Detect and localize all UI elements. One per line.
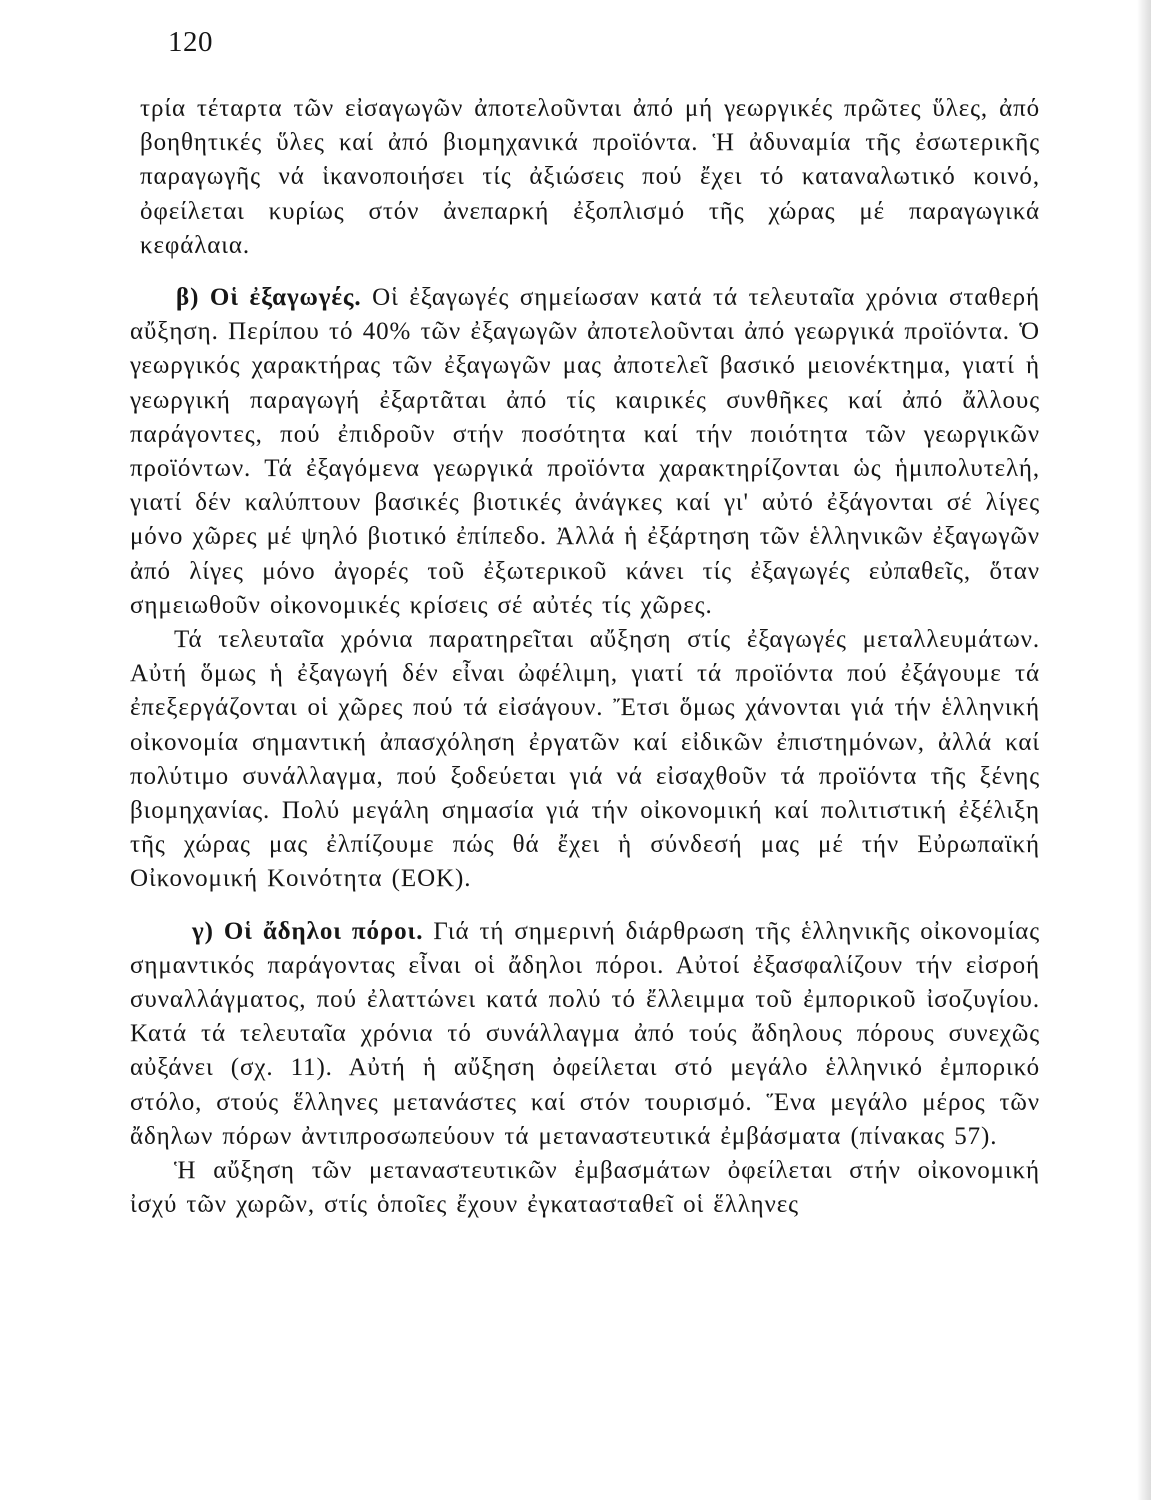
paragraph-text: Τά τελευταῖα χρόνια παρατηρεῖται αὔξηση στίς ἐξαγωγές μεταλλευμάτων. Αὐτή ὅμως ἡ ἐξαγωγή δέν εἶναι ὠφέλιμη, γιατί τά προϊόντα πού ἐξάγουμε τά ἐπεξεργάζονται οἱ χῶρες πού τά εἰσάγουν. Ἔτσι ὅμως χάνονται γιά τήν ἑλληνική οἰκονομία σημαντική ἀπασχόληση ἐργατῶν καί εἰδικῶν ἐπιστημόνων, ἀλλά καί πολύτιμο συνάλλαγμα, πού ξοδεύεται γιά νά εἰσαχθοῦν τά προϊόντα τῆς ξένης βιομηχανίας. Πολύ μεγάλη σημασία γιά τήν οἰκονομική καί πολιτιστική ἐξέλιξη τῆς χώρας μας ἐλπίζουμε πώς θά ἔχει ἡ σύνδεσή μας μέ τήν Εὐρωπαϊκή Οἰκονομική Κοινότητα (ΕΟΚ). <box>130 626 1040 893</box>
paragraph-text: Οἱ ἐξαγωγές σημείωσαν κατά τά τελευταῖα χρόνια σταθερή αὔξηση. Περίπου τό 40% τῶν ἐξαγωγῶν ἀποτελοῦνται ἀπό γεωργικά προϊόντα. Ὁ γεωργικός χαρακτήρας τῶν ἐξαγωγῶν μας ἀποτελεῖ βασικό μειονέκτημα, γιατί ἡ γεωργική παραγωγή ἐξαρτᾶται ἀπό τίς καιρικές συνθῆκες καί ἀπό ἄλλους παράγοντες, πού ἐπιδροῦν στήν ποσότητα καί τήν ποιότητα τῶν γεωργικῶν προϊόντων. Τά ἐξαγόμενα γεωργικά προϊόντα χαρακτηρίζονται ὡς ἡμιπολυτελή, γιατί δέν καλύπτουν βασικές βιοτικές ἀνάγκες καί γι' αὐτό ἐξάγονται σέ λίγες μόνο χῶρες μέ ψηλό βιοτικό ἐπίπεδο. Ἀλλά ἡ ἐξάρτηση τῶν ἑλληνικῶν ἐξαγωγῶν ἀπό λίγες μόνο ἀγορές τοῦ ἐξωτερικοῦ κάνει τίς ἐξαγωγές εὐπαθεῖς, ὅταν σημειωθοῦν οἰκονομικές κρίσεις σέ αὐτές τίς χῶρες. <box>130 284 1040 619</box>
page-number: 120 <box>168 26 213 58</box>
paragraph-invisible-resources <box>130 915 1040 1154</box>
paragraph-exports <box>130 281 1040 623</box>
paragraph-imports-continued <box>130 92 1040 263</box>
paragraph-text: τρία τέταρτα τῶν εἰσαγωγῶν ἀποτελοῦνται ἀπό μή γεωργικές πρῶτες ὕλες, ἀπό βοηθητικές ὕλες καί ἀπό βιομηχανικά προϊόντα. Ἡ ἀδυναμία τῆς ἐσωτερικῆς παραγωγῆς νά ἱκανοποιήσει τίς ἀξιώσεις πού ἔχει τό καταναλωτικό κοινό, ὀφείλεται κυρίως στόν ἀνεπαρκή ἐξοπλισμό τῆς χώρας μέ παραγωγικά κεφάλαια. <box>140 95 1040 259</box>
paragraph-text: Ἡ αὔξηση τῶν μεταναστευτικῶν ἐμβασμάτων ὀφείλεται στήν οἰκονομική ἰσχύ τῶν χωρῶν, στίς ὁποῖες ἔχουν ἐγκατασταθεῖ οἱ ἕλληνες <box>130 1157 1040 1219</box>
section-heading-exports: β) Οἱ ἐξαγωγές. <box>176 284 362 312</box>
paragraph-text: Γιά τή σημερινή διάρθρωση τῆς ἑλληνικῆς οἰκονομίας σημαντικός παράγοντας εἶναι οἱ ἄδηλοι πόροι. Αὐτοί ἐξασφαλίζουν τήν εἰσροή συναλλάγματος, πού ἐλαττώνει κατά πολύ τό ἔλλειμμα τοῦ ἐμπορικοῦ ἰσοζυγίου. Κατά τά τελευταῖα χρόνια τό συνάλλαγμα ἀπό τούς ἄδηλους πόρους συνεχῶς αὐξάνει (σχ. 11). Αὐτή ἡ αὔξηση ὀφείλεται στό μεγάλο ἑλληνικό ἐμπορικό στόλο, στούς ἕλληνες μετανάστες καί στόν τουρισμό. Ἕνα μεγάλο μέρος τῶν ἄδηλων πόρων ἀντιπροσωπεύουν τά μεταναστευτικά ἐμβάσματα (πίνακας 57). <box>130 917 1040 1150</box>
paragraph-mineral-exports <box>130 623 1040 897</box>
body-text <box>130 92 1040 1223</box>
section-heading-invisible-resources: γ) Οἱ ἄδηλοι πόροι. <box>192 917 424 945</box>
paragraph-remittances <box>130 1154 1040 1222</box>
scan-edge-shadow <box>1137 0 1151 1500</box>
